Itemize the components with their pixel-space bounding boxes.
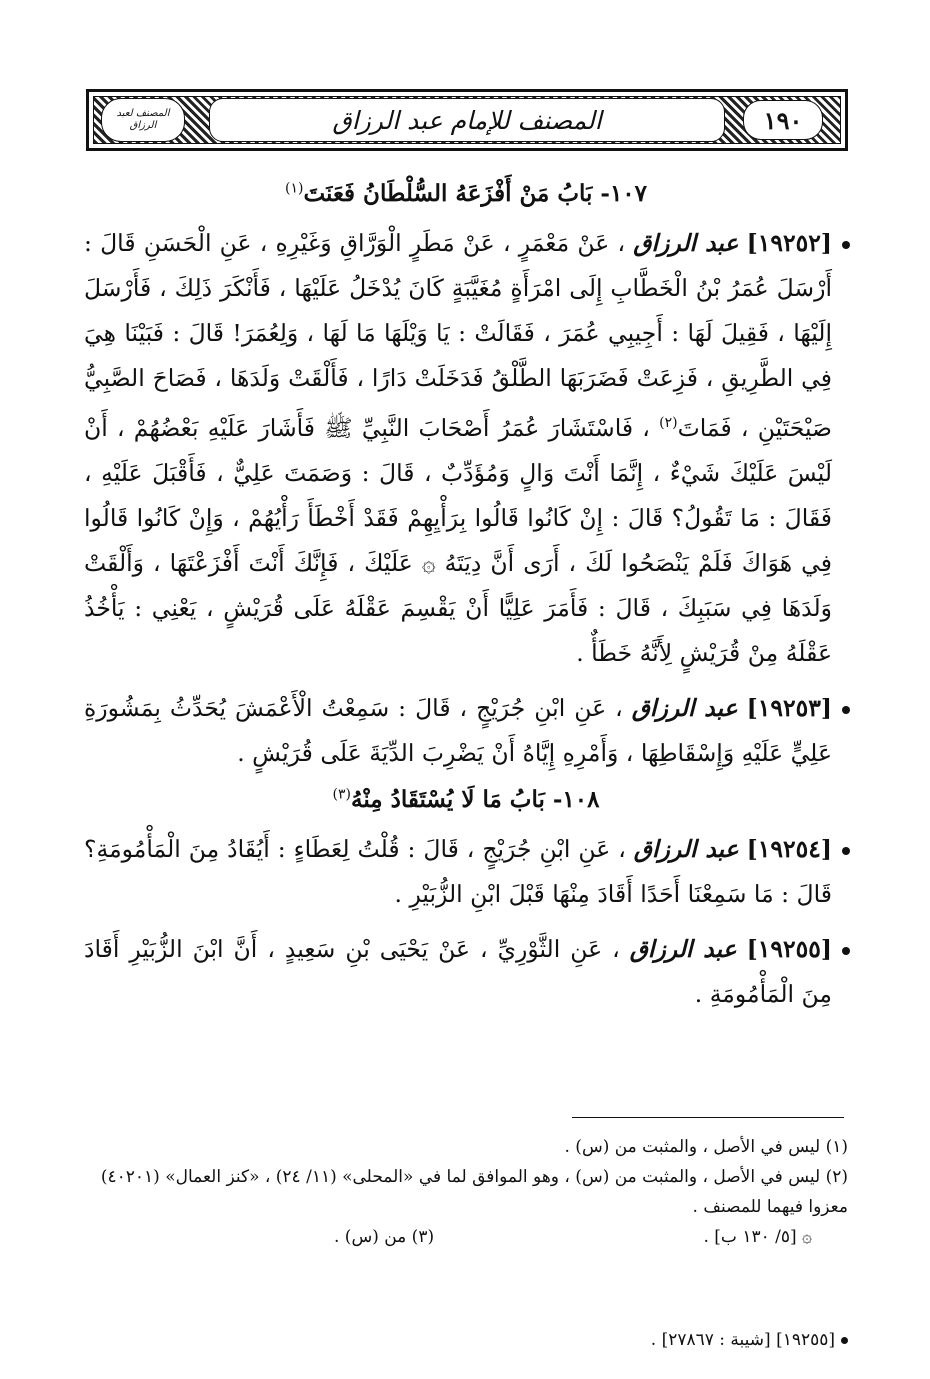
bullet-icon: [842, 241, 850, 249]
footnote-3: (٣) من (س) .: [334, 1227, 435, 1247]
footnote-ref: (٢): [659, 415, 678, 431]
hadith-text: ، عَنِ ابْنِ جُرَيْجٍ ، قَالَ : قُلْتُ لِعَطَاءٍ : أَيُقَادُ مِنَ الْمَأْمُومَةِ؟ قَالَ : مَا سَمِعْنَا أَحَدًا أَقَادَ مِنْهَا قَبْلَ ابْنِ الزُّبَيْرِ .: [84, 834, 832, 908]
hadith-text-continued: ، فَاسْتَشَارَ عُمَرُ أَصْحَابَ النَّبِيِّ ﷺ فَأَشَارَ عَلَيْهِ بَعْضُهُمْ ، أَنْ لَيْسَ عَلَيْكَ شَيْءٌ ، إِنَّمَا أَنْتَ وَالٍ وَمُؤَدِّبٌ ، قَالَ : وَصَمَتَ عَلِيٌّ ، فَأَقْبَلَ عَلَيْهِ ، فَقَالَ : مَا تَقُولُ؟ قَالَ : إِنْ كَانُوا قَالُوا بِرَأْيِهِمْ فَقَدْ أَخْطَأَ رَأْيُهُمْ ، وَإِنْ كَانُوا قَالُوا فِي هَوَاكَ فَلَمْ يَنْصَحُوا لَكَ ، أَرَى أَنَّ دِيَتَهُ ۞ عَلَيْكَ ، فَإِنَّكَ أَنْتَ أَفْزَعْتَهَا ، وَأَلْقَتْ وَلَدَهَا فِي سَبَبِكَ ، قَالَ : فَأَمَرَ عَلِيًّا أَنْ يَقْسِمَ عَقْلَهُ عَلَى قُرَيْشٍ ، يَعْنِي : يَأْخُذُ عَقْلَهُ مِنْ قُرَيْشٍ لِأَنَّهُ خَطَأٌ .: [84, 413, 832, 667]
chapter-heading: [84, 786, 848, 813]
footnote-2: (٢) ليس في الأصل ، والمثبت من (س) ، وهو الموافق لما في «المحلى» (١١/ ٢٤) ، «كنز العمال» (٤٠٢٠١) معزوا فيهما للمصنف .: [100, 1167, 848, 1217]
footnote-row: [84, 1222, 848, 1252]
book-title: المصنف للإمام عبد الرزاق: [209, 98, 725, 142]
hadith-text: ، عَنِ الثَّوْرِيِّ ، عَنْ يَحْيَى بْنِ سَعِيدٍ ، أَنَّ ابْنَ الزُّبَيْرِ أَقَادَ مِنَ الْمَأْمُومَةِ .: [84, 934, 832, 1008]
footnote-ref: (٣): [332, 786, 351, 803]
footnotes: [84, 1132, 848, 1252]
bullet-icon: [842, 847, 850, 855]
hadith-source: عبد الرزاق: [633, 229, 739, 257]
page-body: [84, 170, 848, 1027]
page-number: ١٩٠: [743, 100, 823, 140]
bullet-icon: [842, 947, 850, 955]
hadith-text: ، عَنْ مَعْمَرٍ ، عَنْ مَطَرٍ الْوَرَّاقِ وَغَيْرِهِ ، عَنِ الْحَسَنِ قَالَ : أَرْسَلَ عُمَرُ بْنُ الْخَطَّابِ إِلَى امْرَأَةٍ مُغَيَّبَةٍ كَانَ يُدْخَلُ عَلَيْهَا ، فَأَنْكَرَ ذَلِكَ ، فَأَرْسَلَ إِلَيْهَا ، فَقِيلَ لَهَا : أَجِيبِي عُمَرَ ، فَقَالَتْ : يَا وَيْلَهَا مَا لَهَا ، وَلِعُمَرَ! قَالَ : فَبَيْنَا هِيَ فِي الطَّرِيقِ ، فَزِعَتْ فَضَرَبَهَا الطَّلْقُ فَدَخَلَتْ دَارًا ، فَأَلْقَتْ وَلَدَهَا ، فَصَاحَ الصَّبِيُّ صَيْحَتَيْنِ ، فَمَاتَ: [84, 229, 832, 442]
hadith-number: [١٩٢٥٥]: [746, 934, 832, 963]
cross-reference-text: [١٩٢٥٥] [شيبة : ٢٧٨٦٧] .: [650, 1330, 835, 1350]
hadith-number: [١٩٢٥٢]: [746, 229, 832, 257]
hadith-source: عبد الرزاق: [629, 934, 737, 963]
chapter-heading: [84, 180, 848, 207]
hadith-number: [١٩٢٥٤]: [746, 834, 832, 863]
bullet-icon: [842, 706, 850, 714]
footnote-1: (١) ليس في الأصل ، والمثبت من (س) .: [564, 1137, 848, 1157]
chapter-title: ١٠٨- بَابُ مَا لَا يُسْتَقَادُ مِنْهُ: [350, 785, 600, 813]
chapter-title: ١٠٧- بَابُ مَنْ أَفْزَعَهُ السُّلْطَانُ فَعَنَتَ: [303, 180, 648, 207]
cross-reference: [84, 1330, 848, 1350]
hadith-text: ، عَنِ ابْنِ جُرَيْجٍ ، قَالَ : سَمِعْتُ الْأَعْمَشَ يُحَدِّثُ بِمَشُورَةِ عَلِيٍّ عَلَيْهِ وَإِسْقَاطِهَا ، وَأَمْرِهِ إِيَّاهُ أَنْ يَضْرِبَ الدِّيَةَ عَلَى قُرَيْشٍ .: [84, 693, 832, 767]
bullet-icon: [841, 1337, 848, 1344]
hadith-number: [١٩٢٥٣]: [746, 693, 832, 722]
page-marker-note: ۞ [٥/ ١٣٠ ب] .: [703, 1227, 812, 1247]
hadith-paragraph: [84, 221, 848, 676]
footnote-divider: [572, 1117, 844, 1118]
page-header: [86, 89, 848, 151]
hadith-paragraph: [84, 686, 848, 776]
footnote-ref: (١): [284, 180, 304, 197]
hadith-paragraph: [84, 827, 848, 917]
hadith-paragraph: [84, 927, 848, 1017]
book-logo: المصنف لعبد الرزاق: [101, 98, 185, 142]
hadith-source: عبد الرزاق: [631, 693, 738, 722]
hadith-source: عبد الرزاق: [633, 834, 739, 863]
